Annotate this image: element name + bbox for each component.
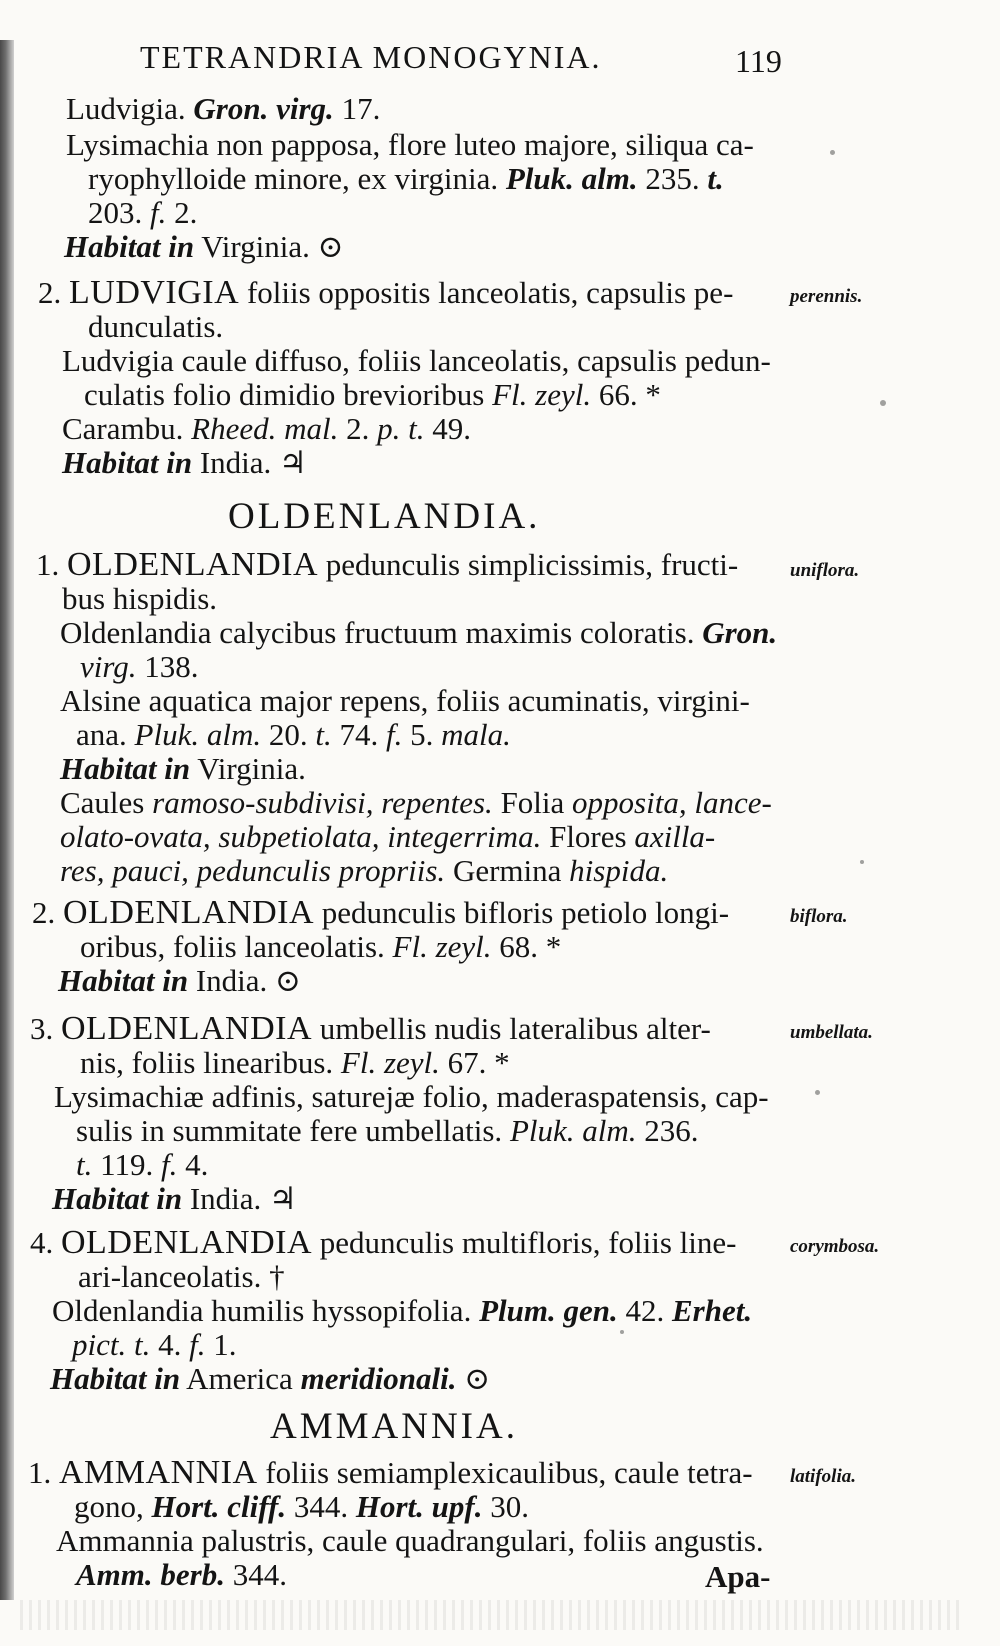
habitat-line: Habitat in India. ♃ [62, 445, 307, 480]
habitat-line: Habitat in Virginia. [60, 751, 306, 786]
habitat-line: Habitat in India. ♃ [52, 1181, 297, 1216]
species-entry-line: bus hispidis. [62, 581, 218, 616]
habitat-line: Habitat in India. ⊙ [58, 963, 301, 998]
marginal-trivial-name: corymbosa. [790, 1236, 880, 1257]
synonym-line: culatis folio dimidio brevioribus Fl. zeyl. 66. * [84, 377, 661, 412]
synonym-line: t. 119. f. 4. [76, 1147, 209, 1182]
perennial-symbol-icon: ♃ [269, 1181, 297, 1216]
synonym-line: Amm. berb. 344. [76, 1557, 287, 1592]
species-entry-line: 2. LUDVIGIA foliis oppositis lanceolatis, capsulis pe- [38, 274, 734, 311]
print-speck [620, 1330, 624, 1334]
species-entry-line: dunculatis. [88, 309, 224, 344]
page-number: 119 [735, 43, 782, 79]
species-entry-line: nis, foliis linearibus. Fl. zeyl. 67. * [80, 1045, 510, 1080]
marginal-trivial-name: umbellata. [790, 1022, 873, 1043]
marginal-trivial-name: latifolia. [790, 1466, 856, 1487]
genus-heading: OLDENLANDIA. [228, 496, 541, 537]
print-speck [860, 860, 864, 864]
annual-symbol-icon: ⊙ [317, 229, 344, 264]
marginal-trivial-name: perennis. [790, 286, 863, 307]
species-entry-line: 3. OLDENLANDIA umbellis nudis lateralibus alter- [30, 1010, 711, 1047]
synonym-line: pict. t. 4. f. 1. [72, 1327, 237, 1362]
marginal-trivial-name: uniflora. [790, 560, 860, 581]
species-entry-line: gono, Hort. cliff. 344. Hort. upf. 30. [74, 1489, 529, 1524]
annual-symbol-icon: ⊙ [275, 963, 301, 998]
synonym-line: 203. f. 2. [88, 195, 198, 230]
species-entry-line: 4. OLDENLANDIA pedunculis multifloris, foliis line- [30, 1224, 737, 1261]
species-entry-line: 2. OLDENLANDIA pedunculis bifloris petiolo longi- [32, 894, 730, 931]
synonym-line: Alsine aquatica major repens, foliis acuminatis, virgini- [60, 683, 750, 718]
species-entry-line: ari-lanceolatis. † [78, 1259, 285, 1294]
habitat-line: Habitat in Virginia. ⊙ [64, 229, 344, 264]
running-header: TETRANDRIA MONOGYNIA. [140, 39, 602, 75]
print-speck [815, 1090, 820, 1095]
synonym-line: Lysimachiæ adfinis, saturejæ folio, maderaspatensis, cap- [54, 1079, 769, 1114]
synonym-line: ryophylloide minore, ex virginia. Pluk. alm. 235. t. [88, 161, 724, 196]
synonym-line: Carambu. Rheed. mal. 2. p. t. 49. [62, 411, 471, 446]
species-entry-line: 1. OLDENLANDIA pedunculis simplicissimis, fructi- [36, 546, 739, 583]
catchword: Apa- [705, 1559, 771, 1594]
synonym-line: Lysimachia non papposa, flore luteo majore, siliqua ca- [66, 127, 754, 162]
print-speck [830, 150, 835, 155]
synonym-line: Oldenlandia humilis hyssopifolia. Plum. gen. 42. Erhet. [52, 1293, 753, 1328]
marginal-trivial-name: biflora. [790, 906, 848, 927]
synonym-line: sulis in summitate fere umbellatis. Pluk. alm. 236. [76, 1113, 699, 1148]
habitat-line: Habitat in America meridionali. ⊙ [50, 1361, 491, 1396]
description-line: res, pauci, pedunculis propriis. Germina hispida. [60, 853, 669, 888]
genus-heading: AMMANNIA. [270, 1406, 518, 1447]
synonym-line: ana. Pluk. alm. 20. t. 74. f. 5. mala. [76, 717, 511, 752]
annual-symbol-icon: ⊙ [456, 1361, 491, 1396]
description-line: olato-ovata, subpetiolata, integerrima. Flores axilla- [60, 819, 716, 854]
print-speck [880, 400, 886, 406]
synonym-line: virg. 138. [80, 649, 199, 684]
description-line: Caules ramoso-subdivisi, repentes. Folia opposita, lance- [60, 785, 772, 820]
synonym-line: Ludvigia caule diffuso, foliis lanceolatis, capsulis pedun- [62, 343, 771, 378]
synonym-line: Oldenlandia calycibus fructuum maximis coloratis. Gron. [60, 615, 778, 650]
species-entry-line: oribus, foliis lanceolatis. Fl. zeyl. 68. * [80, 929, 562, 964]
synonym-line: Ammannia palustris, caule quadrangulari, foliis angustis. [56, 1523, 764, 1558]
perennial-symbol-icon: ♃ [279, 445, 307, 480]
synonym-line: Ludvigia. Gron. virg. 17. [66, 91, 381, 126]
species-entry-line: 1. AMMANNIA foliis semiamplexicaulibus, caule tetra- [28, 1454, 753, 1491]
